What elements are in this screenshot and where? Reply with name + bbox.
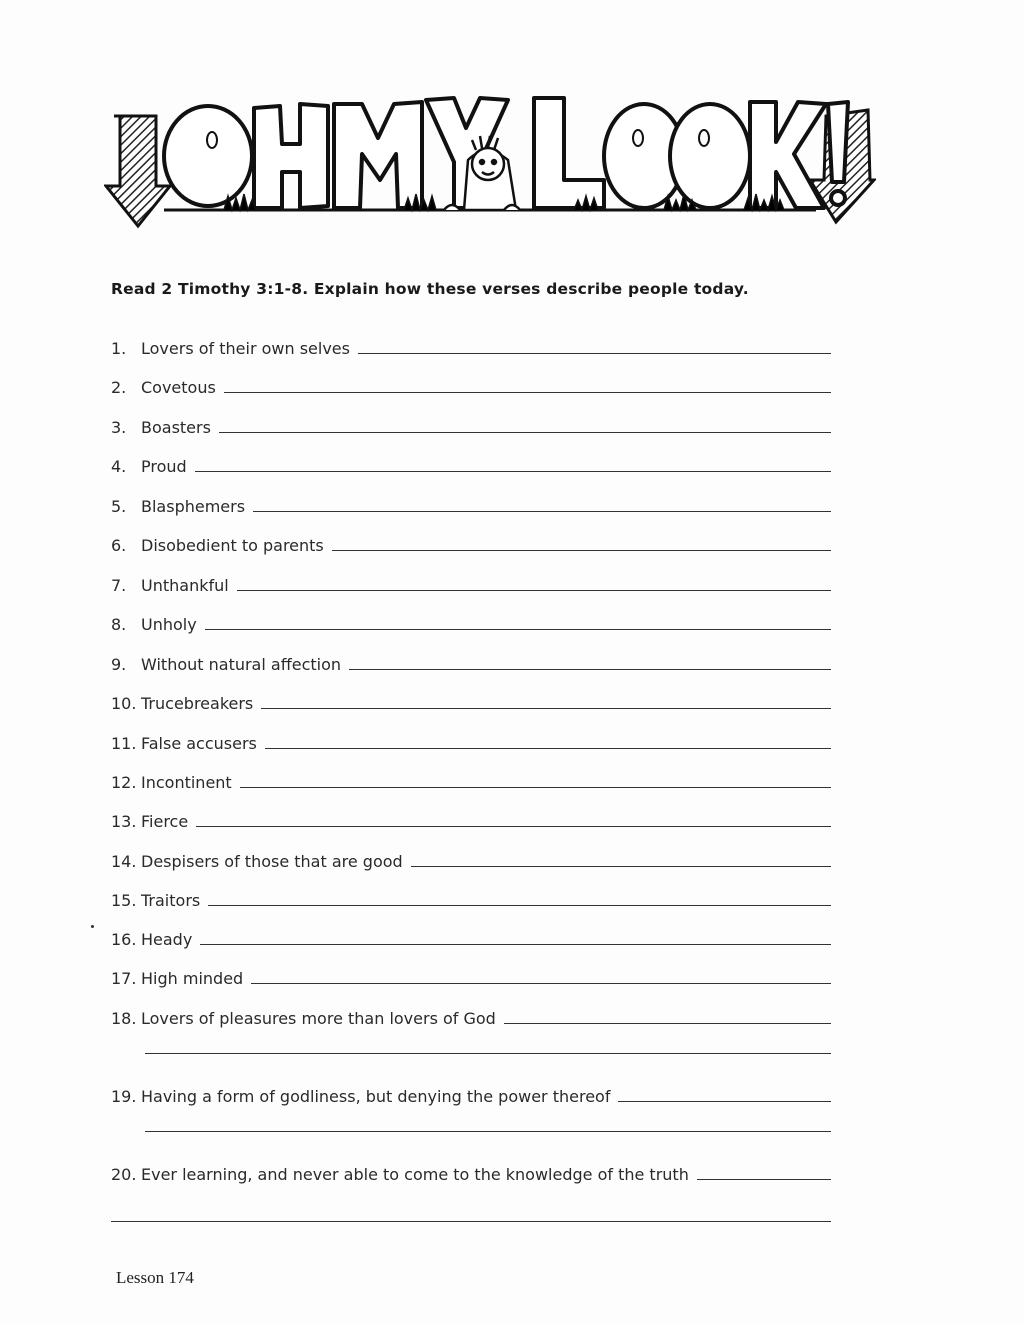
item-number: 12. xyxy=(111,773,137,792)
list-item xyxy=(111,407,831,437)
item-label: Covetous xyxy=(141,378,216,397)
list-item xyxy=(111,486,831,516)
list-item xyxy=(111,683,831,713)
item-label: High minded xyxy=(141,969,244,988)
item-label: Unholy xyxy=(141,615,197,634)
list-item xyxy=(111,841,831,871)
answer-line[interactable] xyxy=(411,865,831,867)
title-banner xyxy=(104,76,876,236)
item-number: 3. xyxy=(111,418,127,437)
answer-line[interactable] xyxy=(618,1100,831,1102)
answer-line-continued[interactable] xyxy=(145,1130,831,1132)
item-number: 15. xyxy=(111,891,137,910)
list-item xyxy=(111,367,831,397)
left-arrow-icon xyxy=(106,116,170,226)
item-number: 19. xyxy=(111,1087,137,1106)
item-label: Ever learning, and never able to come to the knowledge of the truth xyxy=(141,1165,689,1184)
item-number: 5. xyxy=(111,497,127,516)
list-item xyxy=(111,446,831,476)
item-label: Proud xyxy=(141,457,187,476)
answer-line[interactable] xyxy=(332,549,831,551)
list-item xyxy=(111,723,831,753)
item-number: 14. xyxy=(111,852,137,871)
list-item xyxy=(111,998,831,1028)
item-label: Heady xyxy=(141,930,193,949)
item-label: Unthankful xyxy=(141,576,229,595)
item-label: Disobedient to parents xyxy=(141,536,324,555)
list-item xyxy=(111,880,831,910)
answer-line[interactable] xyxy=(240,786,831,788)
item-label: Blasphemers xyxy=(141,497,246,516)
list-item xyxy=(111,801,831,831)
item-label: Traitors xyxy=(141,891,201,910)
item-number: 10. xyxy=(111,694,137,713)
answer-line[interactable] xyxy=(224,391,831,393)
answer-line[interactable] xyxy=(208,904,831,906)
answer-line[interactable] xyxy=(196,825,831,827)
answer-line[interactable] xyxy=(219,431,831,433)
list-item xyxy=(111,762,831,792)
lesson-label: Lesson 174 xyxy=(116,1268,194,1287)
item-number: 17. xyxy=(111,969,137,988)
item-number: 9. xyxy=(111,655,127,674)
answer-line[interactable] xyxy=(200,943,831,945)
item-label: Incontinent xyxy=(141,773,232,792)
answer-line[interactable] xyxy=(195,470,831,472)
item-number: 18. xyxy=(111,1009,137,1028)
item-label: Despisers of those that are good xyxy=(141,852,403,871)
answer-line-continued[interactable] xyxy=(111,1220,831,1222)
answer-line[interactable] xyxy=(697,1178,831,1180)
stray-mark xyxy=(91,925,94,928)
item-label: Lovers of pleasures more than lovers of God xyxy=(141,1009,496,1028)
list-item xyxy=(111,1154,831,1184)
list-item xyxy=(111,525,831,555)
item-number: 16. xyxy=(111,930,137,949)
answer-line[interactable] xyxy=(205,628,831,630)
item-number: 1. xyxy=(111,339,127,358)
item-label: Without natural affection xyxy=(141,655,342,674)
list-item xyxy=(111,1076,831,1106)
list-item xyxy=(111,919,831,949)
item-number: 7. xyxy=(111,576,127,595)
item-number: 20. xyxy=(111,1165,137,1184)
list-item xyxy=(111,644,831,674)
list-item xyxy=(111,565,831,595)
item-number: 11. xyxy=(111,734,137,753)
item-number: 4. xyxy=(111,457,127,476)
answer-line[interactable] xyxy=(261,707,831,709)
item-number: 2. xyxy=(111,378,127,397)
answer-line[interactable] xyxy=(504,1022,831,1024)
answer-line[interactable] xyxy=(265,747,831,749)
item-label: Trucebreakers xyxy=(141,694,254,713)
item-number: 6. xyxy=(111,536,127,555)
answer-line[interactable] xyxy=(251,982,831,984)
item-label: Having a form of godliness, but denying the power thereof xyxy=(141,1087,611,1106)
item-number: 8. xyxy=(111,615,127,634)
answer-line[interactable] xyxy=(237,589,831,591)
list-item xyxy=(111,958,831,988)
answer-line[interactable] xyxy=(253,510,831,512)
answer-line[interactable] xyxy=(349,668,831,670)
banner-artwork xyxy=(104,76,876,236)
item-label: Boasters xyxy=(141,418,211,437)
item-label: Lovers of their own selves xyxy=(141,339,350,358)
list-item xyxy=(111,328,831,358)
item-number: 13. xyxy=(111,812,137,831)
answer-line-continued[interactable] xyxy=(145,1052,831,1054)
list-item xyxy=(111,604,831,634)
item-label: Fierce xyxy=(141,812,189,831)
instructions-text: Read 2 Timothy 3:1-8. Explain how these verses describe people today. xyxy=(111,280,749,298)
answer-line[interactable] xyxy=(358,352,831,354)
item-label: False accusers xyxy=(141,734,257,753)
